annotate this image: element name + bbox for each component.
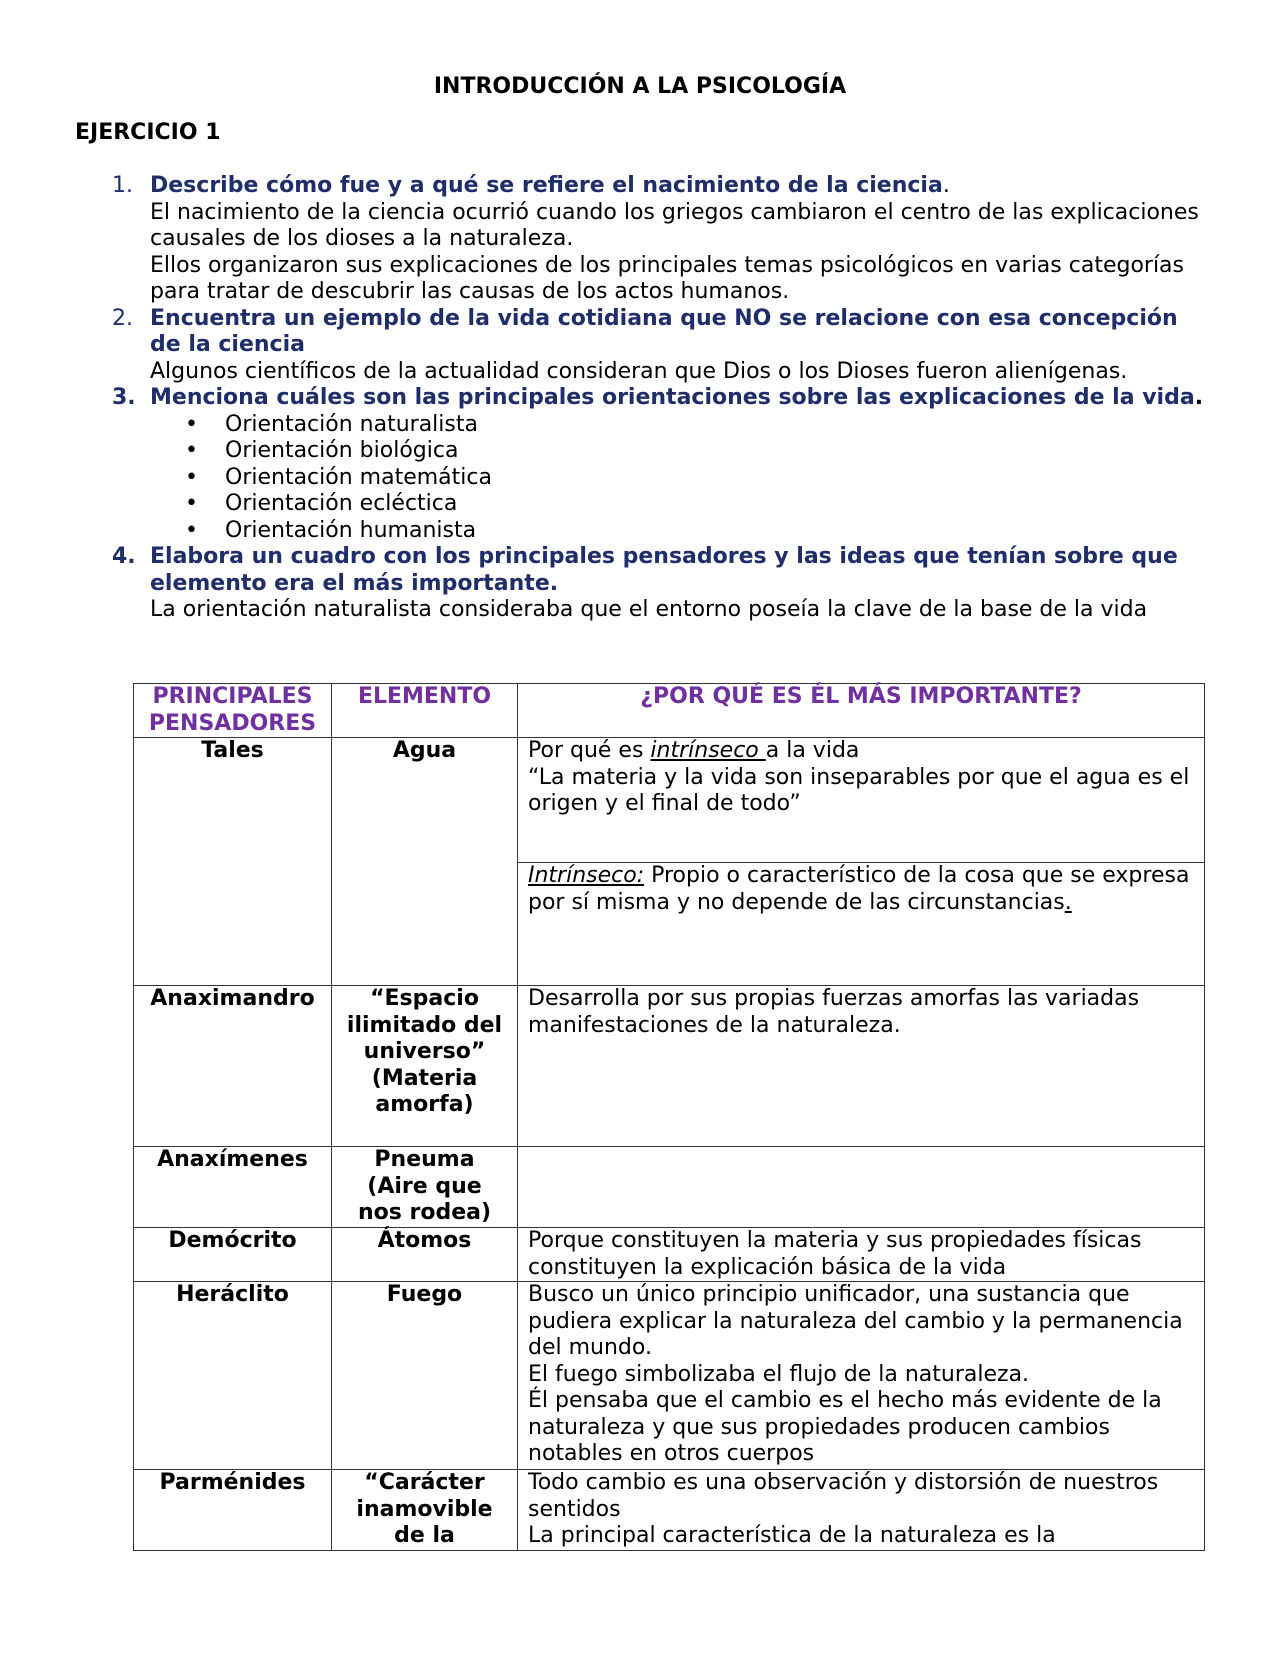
list-item: • Orientación ecléctica <box>150 491 1210 518</box>
list-item: • Orientación humanista <box>150 518 1210 545</box>
thinker-element: Agua <box>332 738 518 986</box>
table-row <box>134 1282 1205 1470</box>
thinker-element: Átomos <box>332 1228 518 1282</box>
thinker-name: Anaximandro <box>134 986 332 1147</box>
question-number: 2. <box>112 305 133 331</box>
thinker-reason: Todo cambio es una observación y distorsión de nuestros sentidos La principal característica de la naturaleza es la <box>518 1470 1205 1551</box>
thinker-element: Pneuma (Aire que nos rodea) <box>332 1147 518 1228</box>
question-number: 1. <box>112 173 133 198</box>
table-row <box>134 986 1205 1147</box>
question-number: 4. <box>112 544 136 569</box>
thinker-reason: Por qué es intrínseco a la vida “La materia y la vida son inseparables por que el agua es el origen y el final de todo” <box>518 738 1205 863</box>
thinker-name: Anaxímenes <box>134 1147 332 1228</box>
question-title: Elabora un cuadro con los principales pensadores y las ideas que tenían sobre que elemento era el más importante. <box>150 544 1178 596</box>
answer-paragraph: Algunos científicos de la actualidad consideran que Dios o los Dioses fueron alienígenas. <box>150 358 1128 384</box>
header-reason: ¿POR QUÉ ES ÉL MÁS IMPORTANTE? <box>518 684 1205 738</box>
exercise-heading: EJERCICIO 1 <box>75 120 221 145</box>
thinker-name: Tales <box>134 738 332 986</box>
thinker-name: Parménides <box>134 1470 332 1551</box>
thinker-element: “Carácter inamovible de la <box>332 1470 518 1551</box>
question-list <box>0 173 1280 624</box>
thinker-name: Demócrito <box>134 1228 332 1282</box>
question-2 <box>0 306 1210 386</box>
list-item: • Orientación naturalista <box>150 412 1210 439</box>
thinker-reason: Busco un único principio unificador, una sustancia que pudiera explicar la naturaleza del cambio y la permanencia del mundo. El fuego simbolizaba el flujo de la naturaleza. Él pensaba que el cambio es el hecho más evidente de la naturaleza y que sus propiedades producen cambios notables en otros cuerpos <box>518 1282 1205 1470</box>
table-row <box>134 738 1205 863</box>
answer-paragraph: El nacimiento de la ciencia ocurrió cuando los griegos cambiaron el centro de las explicaciones causales de los dioses a la naturaleza. <box>150 199 1199 251</box>
thinker-name: Heráclito <box>134 1282 332 1470</box>
question-title: Encuentra un ejemplo de la vida cotidiana que NO se relacione con esa concepción de la ciencia <box>150 305 1178 357</box>
question-number: 3. <box>112 385 136 410</box>
question-title: Describe cómo fue y a qué se refiere el nacimiento de la ciencia. <box>150 173 950 198</box>
orientation-list <box>150 412 1210 545</box>
page-title: INTRODUCCIÓN A LA PSICOLOGÍA <box>433 74 847 99</box>
table-row <box>134 1228 1205 1282</box>
question-4 <box>0 544 1210 624</box>
table-row <box>134 1470 1205 1551</box>
table-row <box>134 1147 1205 1228</box>
thinker-element: “Espacio ilimitado del universo” (Materia amorfa) <box>332 986 518 1147</box>
question-1 <box>0 173 1210 306</box>
thinkers-table <box>133 683 1205 1551</box>
header-thinkers: PRINCIPALES PENSADORES <box>134 684 332 738</box>
thinker-reason: Porque constituyen la materia y sus propiedades físicas constituyen la explicación básica de la vida <box>518 1228 1205 1282</box>
list-item: • Orientación biológica <box>150 438 1210 465</box>
answer-paragraph: La orientación naturalista consideraba que el entorno poseía la clave de la base de la vida <box>150 597 1148 622</box>
answer-paragraph: Ellos organizaron sus explicaciones de los principales temas psicológicos en varias categorías para tratar de descubrir las causas de los actos humanos. <box>150 252 1184 304</box>
thinker-element: Fuego <box>332 1282 518 1470</box>
question-title: Menciona cuáles son las principales orientaciones sobre las explicaciones de la vida. <box>150 385 1204 410</box>
definition-cell: Intrínseco: Propio o característico de la cosa que se expresa por sí misma y no depende de las circunstancias. <box>518 863 1205 986</box>
thinker-reason: Desarrolla por sus propias fuerzas amorfas las variadas manifestaciones de la naturaleza. <box>518 986 1205 1147</box>
thinker-reason <box>518 1147 1205 1228</box>
list-item: • Orientación matemática <box>150 465 1210 492</box>
question-3 <box>0 385 1210 544</box>
header-element: ELEMENTO <box>332 684 518 738</box>
table-header-row <box>134 684 1205 738</box>
